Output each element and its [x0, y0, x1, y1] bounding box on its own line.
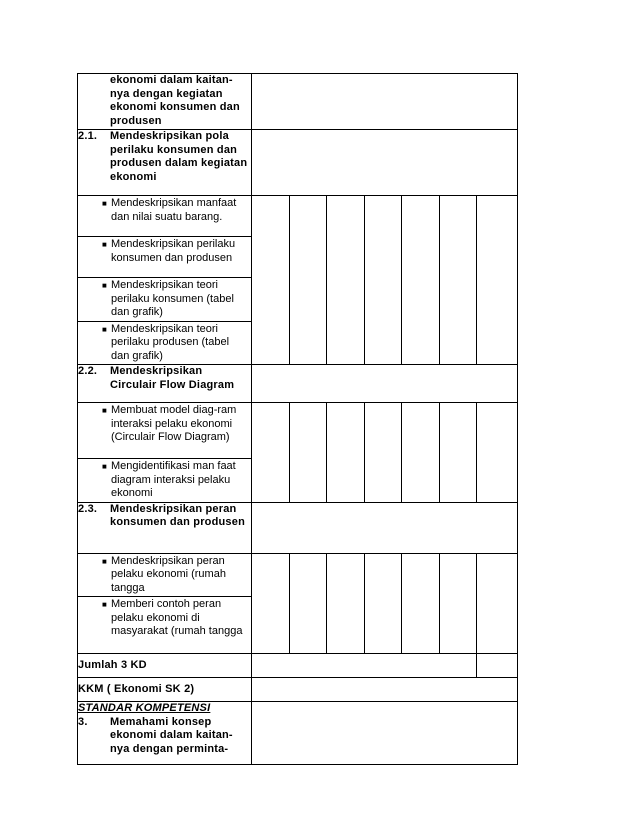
- score-cell: [402, 403, 440, 503]
- cell-indicator: [78, 459, 252, 503]
- competency-text: ekonomi dalam kaitan-nya dengan kegiatan ekonomi konsumen dan produsen: [110, 74, 240, 127]
- score-cell: [440, 553, 477, 654]
- indicator-text: Mendeskripsikan teori perilaku konsumen (tabel dan grafik): [111, 279, 234, 318]
- score-cell: [477, 553, 518, 654]
- kd-number: 2.2.: [78, 365, 98, 377]
- bullet-icon: ■: [102, 600, 107, 609]
- score-cell: [365, 196, 402, 365]
- cell-empty: [252, 678, 518, 702]
- cell-empty: [252, 74, 518, 130]
- bullet-icon: ■: [102, 240, 107, 249]
- cell-empty: [252, 502, 518, 553]
- table-row: [78, 403, 518, 459]
- score-cell: [290, 196, 327, 365]
- score-cell: [477, 196, 518, 365]
- score-cell: [440, 196, 477, 365]
- table-row: [78, 365, 518, 403]
- bullet-icon: ■: [102, 324, 107, 334]
- sk-text: Memahami konsep ekonomi dalam kaitan-nya dengan perminta-: [110, 715, 233, 755]
- score-cell: [402, 553, 440, 654]
- cell-jumlah: [78, 654, 252, 678]
- score-cell: [327, 403, 365, 503]
- cell-indicator: [78, 278, 252, 322]
- indicator-text: Memberi contoh peran pelaku ekonomi di masyarakat (rumah tangga: [111, 598, 243, 637]
- cell-indicator: [78, 196, 252, 237]
- kd-text: Mendeskripsikan Circulair Flow Diagram: [110, 365, 235, 391]
- cell-empty: [477, 654, 518, 678]
- table-row: [78, 502, 518, 553]
- cell-standar-kompetensi: [78, 702, 252, 765]
- kkm-label: KKM ( Ekonomi SK 2): [78, 682, 195, 695]
- table-row: [78, 553, 518, 597]
- indicator-text: Mengidentifikasi man faat diagram interaksi pelaku ekonomi: [111, 460, 236, 499]
- sk-heading: STANDAR KOMPETENSI: [78, 702, 211, 714]
- cell-empty: [252, 365, 518, 403]
- kd-text: Mendeskripsikan pola perilaku konsumen dan produsen dalam kegiatan ekonomi: [110, 130, 248, 183]
- score-cell: [252, 403, 290, 503]
- bullet-icon: ■: [102, 556, 107, 566]
- table-row: [78, 702, 518, 765]
- indicator-text: Mendeskripsikan peran pelaku ekonomi (rumah tangga: [111, 554, 226, 594]
- cell-empty: [252, 702, 518, 765]
- score-cell: [402, 196, 440, 365]
- table-row: [78, 678, 518, 702]
- indicator-text: Mendeskripsikan perilaku konsumen dan produsen: [111, 238, 236, 264]
- cell-competency: [78, 74, 252, 130]
- table-row: [78, 130, 518, 196]
- cell-indicator: [78, 553, 252, 597]
- cell-kd-2-3: [78, 502, 252, 553]
- score-cell: [477, 403, 518, 503]
- score-cell: [440, 403, 477, 503]
- cell-kkm: [78, 678, 252, 702]
- score-cell: [290, 553, 327, 654]
- bullet-icon: ■: [102, 199, 107, 208]
- indicator-text: Mendeskripsikan teori perilaku produsen (tabel dan grafik): [111, 322, 230, 362]
- score-cell: [252, 553, 290, 654]
- sk-number: 3.: [78, 715, 88, 728]
- kd-number: 2.3.: [78, 502, 98, 515]
- competency-table: [77, 73, 518, 765]
- kd-text: Mendeskripsikan peran konsumen dan produsen: [110, 502, 245, 528]
- indicator-text: Membuat model diag-ram interaksi pelaku ekonomi (Circulair Flow Diagram): [111, 404, 237, 443]
- kd-number: 2.1.: [78, 130, 98, 142]
- score-cell: [365, 403, 402, 503]
- table-row: [78, 196, 518, 237]
- bullet-icon: ■: [102, 462, 107, 471]
- cell-empty: [252, 654, 477, 678]
- score-cell: [365, 553, 402, 654]
- cell-indicator: [78, 237, 252, 278]
- bullet-icon: ■: [102, 281, 107, 290]
- cell-indicator: [78, 403, 252, 459]
- jumlah-label: Jumlah 3 KD: [78, 658, 147, 671]
- score-cell: [290, 403, 327, 503]
- cell-kd-2-1: [78, 130, 252, 196]
- cell-indicator: [78, 597, 252, 654]
- table-row: [78, 74, 518, 130]
- cell-kd-2-2: [78, 365, 252, 403]
- bullet-icon: ■: [102, 406, 107, 415]
- indicator-text: Mendeskripsikan manfaat dan nilai suatu barang.: [111, 197, 237, 223]
- score-cell: [327, 553, 365, 654]
- cell-indicator: [78, 321, 252, 365]
- score-cell: [252, 196, 290, 365]
- cell-empty: [252, 130, 518, 196]
- table-row: [78, 654, 518, 678]
- score-cell: [327, 196, 365, 365]
